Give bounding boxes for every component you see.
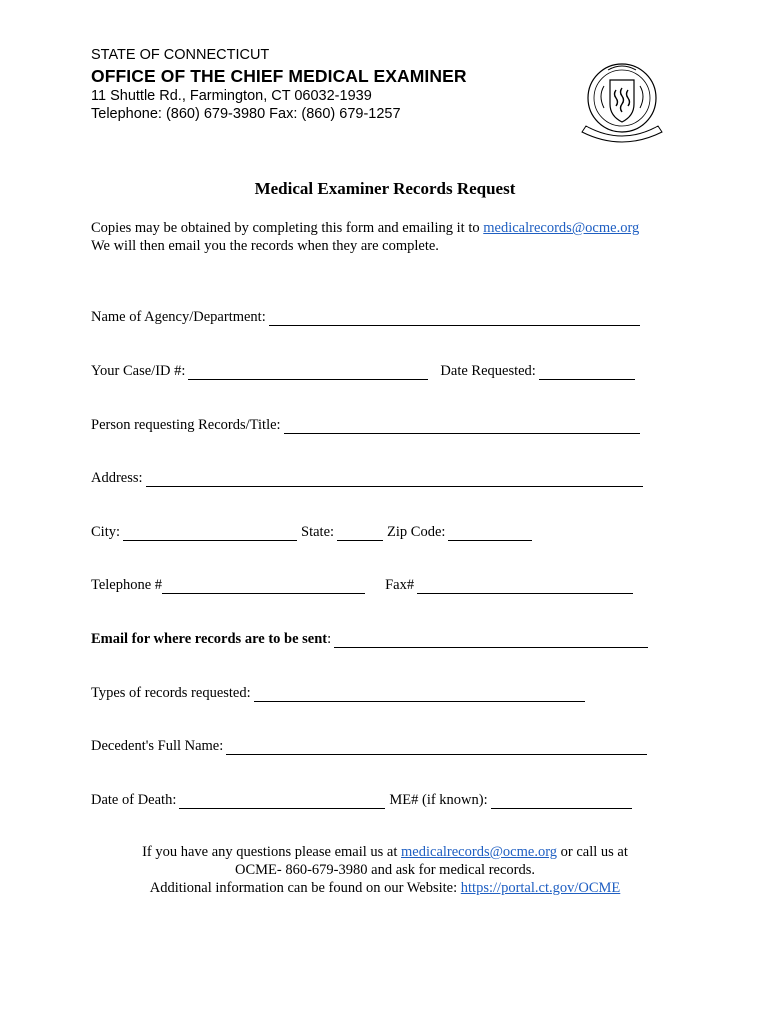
footer-line-1-prefix: If you have any questions please email us at — [142, 844, 402, 860]
email-label: Email for where records are to be sent — [91, 631, 328, 647]
website-link[interactable]: https://portal.ct.gov/OCME — [460, 880, 621, 896]
person-row — [91, 416, 640, 434]
address-row — [91, 469, 643, 487]
office-phone-fax: Telephone: (860) 679-3980 Fax: (860) 679-1257 — [91, 106, 401, 122]
state-field[interactable] — [337, 526, 383, 541]
types-row — [91, 684, 585, 702]
decedent-label: Decedent's Full Name: — [91, 738, 224, 754]
footer-line-3 — [0, 879, 770, 897]
footer-line-1 — [0, 843, 770, 861]
email-colon: : — [327, 631, 332, 647]
state-name: STATE OF CONNECTICUT — [91, 47, 270, 63]
types-field[interactable] — [254, 687, 585, 702]
footer-line-1-suffix: or call us at — [557, 844, 628, 860]
city-label: City: — [91, 524, 121, 540]
intro-line-2: We will then email you the records when they are complete. — [91, 238, 439, 254]
agency-label: Name of Agency/Department: — [91, 309, 266, 325]
footer-line-3-prefix: Additional information can be found on our Website: — [149, 880, 461, 896]
office-address: 11 Shuttle Rd., Farmington, CT 06032-1939 — [91, 88, 372, 104]
fax-label: Fax# — [385, 577, 415, 593]
footer-email-link[interactable]: medicalrecords@ocme.org — [401, 844, 558, 860]
person-field[interactable] — [284, 419, 640, 434]
dod-label: Date of Death: — [91, 792, 177, 808]
fax-field[interactable] — [417, 579, 633, 594]
state-seal-icon — [578, 56, 666, 144]
form-title: Medical Examiner Records Request — [254, 179, 516, 198]
address-field[interactable] — [146, 472, 643, 487]
case-label: Your Case/ID #: — [91, 363, 186, 379]
date-requested-field[interactable] — [539, 365, 635, 380]
office-name: OFFICE OF THE CHIEF MEDICAL EXAMINER — [91, 66, 467, 86]
case-id-field[interactable] — [188, 365, 428, 380]
address-label: Address: — [91, 470, 143, 486]
footer-contact — [0, 843, 770, 897]
case-row — [91, 362, 635, 380]
date-requested-label: Date Requested: — [440, 363, 536, 379]
email-field[interactable] — [334, 633, 648, 648]
types-label: Types of records requested: — [91, 685, 251, 701]
intro-email-link[interactable]: medicalrecords@ocme.org — [483, 220, 640, 236]
email-row — [91, 630, 648, 648]
letterhead — [91, 46, 571, 123]
telephone-row — [91, 576, 633, 594]
state-label: State: — [301, 524, 335, 540]
decedent-row — [91, 737, 647, 755]
city-row — [91, 523, 532, 541]
agency-row — [91, 308, 640, 326]
intro-line-1-text: Copies may be obtained by completing this form and emailing it to — [91, 220, 484, 236]
me-number-field[interactable] — [491, 794, 632, 809]
dod-row — [91, 791, 632, 809]
person-label: Person requesting Records/Title: — [91, 417, 281, 433]
telephone-label: Telephone # — [91, 577, 163, 593]
intro-line-1 — [91, 219, 711, 237]
telephone-field[interactable] — [162, 579, 365, 594]
me-number-label: ME# (if known): — [389, 792, 488, 808]
zip-field[interactable] — [448, 526, 532, 541]
agency-field[interactable] — [269, 311, 640, 326]
intro-text — [91, 219, 711, 255]
city-field[interactable] — [123, 526, 297, 541]
decedent-field[interactable] — [226, 740, 647, 755]
dod-field[interactable] — [179, 794, 385, 809]
footer-line-2: OCME- 860-679-3980 and ask for medical records. — [235, 862, 535, 878]
zip-label: Zip Code: — [387, 524, 446, 540]
